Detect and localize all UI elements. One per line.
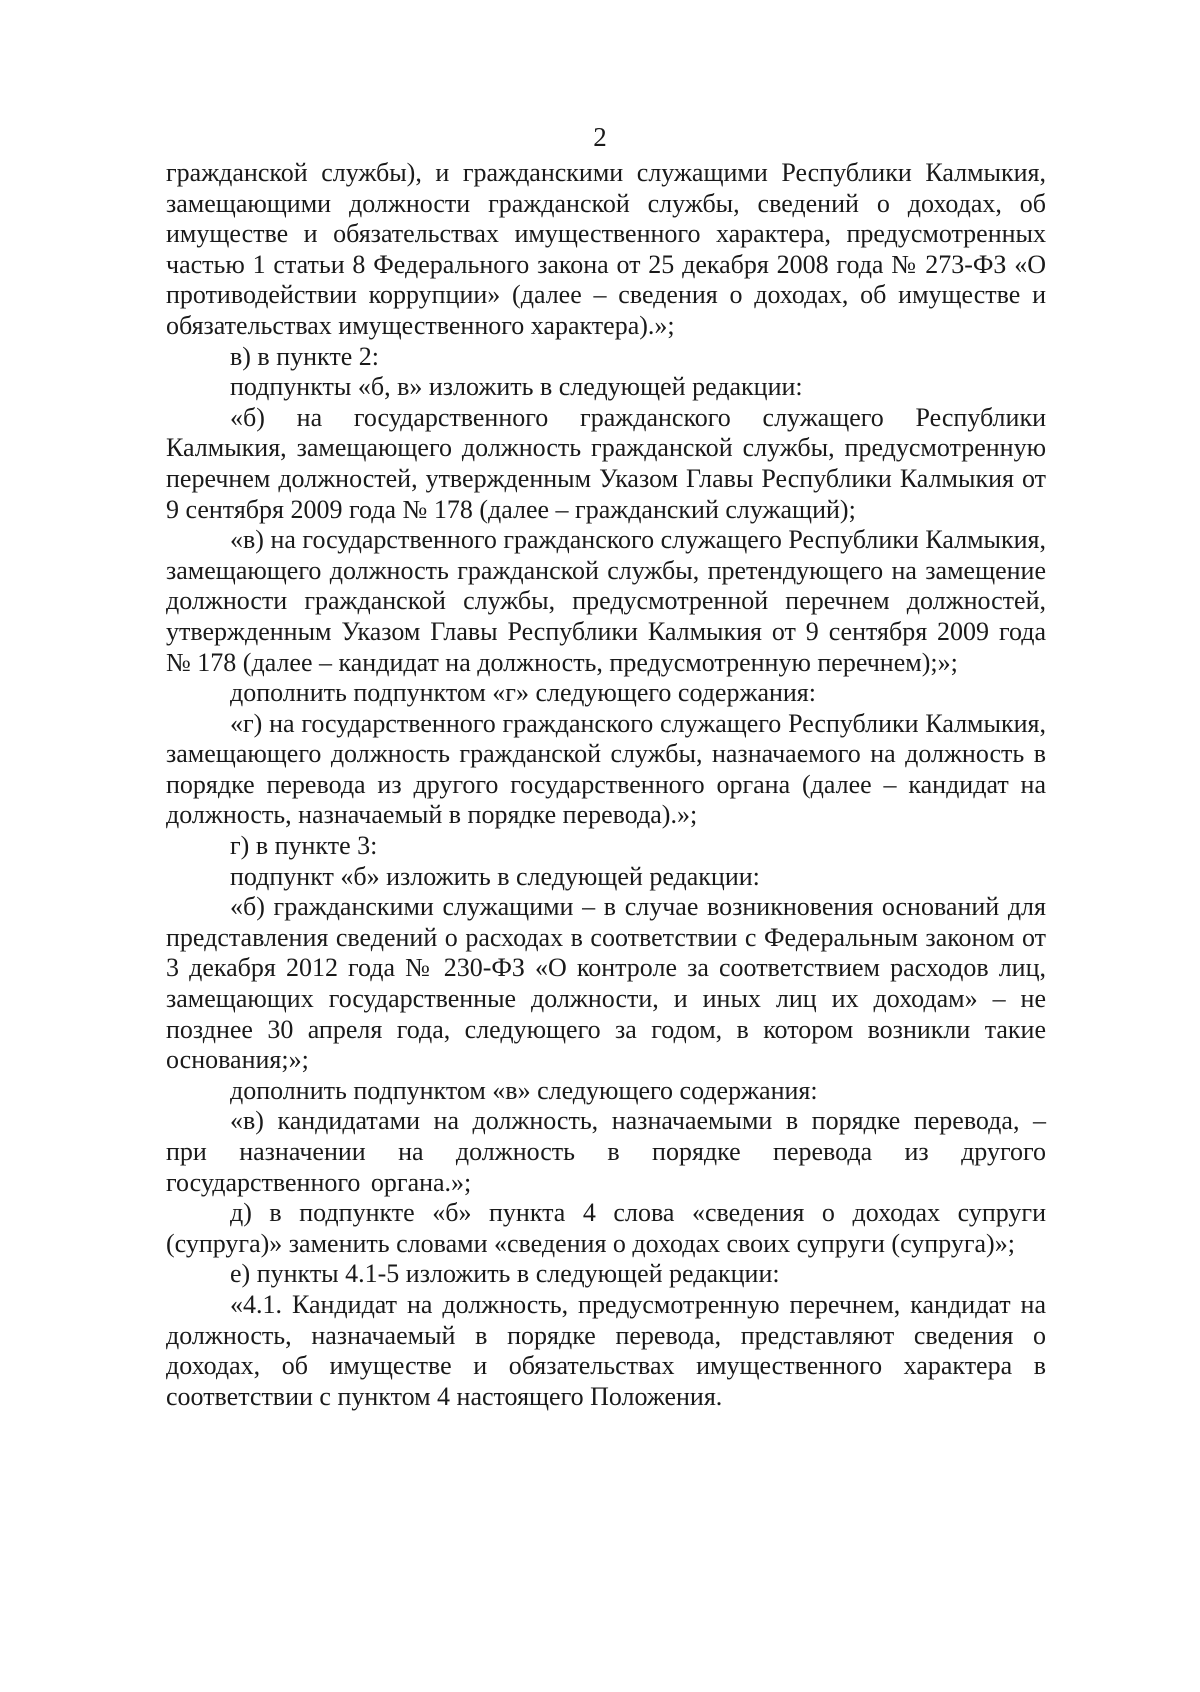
page-number: 2 <box>593 122 607 152</box>
paragraph-subitem-b: «б) на государственного гражданского служащего Республики Калмыкия, замещающего должность гражданской службы, предусмотренную перечнем должностей, утвержденным Указом Главы Республики Калмыкия от 9 сентября 2009 года № 178 (далее – гражданский служащий); <box>166 402 1046 524</box>
paragraph-point-4-1: «4.1. Кандидат на должность, предусмотренную перечнем, кандидат на должность, назначаемый в порядке перевода, представляют сведения о доходах, об имуществе и обязательствах имущественного характера в соответствии с пунктом 4 настоящего Положения. <box>166 1289 1046 1411</box>
document-body <box>166 158 1046 1412</box>
paragraph-subitems-intro: подпункты «б, в» изложить в следующей редакции: <box>230 372 803 402</box>
paragraph-continuation: гражданской службы), и гражданскими служащими Республики Калмыкия, замещающими должности гражданской службы, сведений о доходах, об имуществе и обязательствах имущественного характера, предусмотренных частью 1 статьи 8 Федерального закона от 25 декабря 2008 года № 273-ФЗ «О противодействии коррупции» (далее – сведения о доходах, об имуществе и обязательствах имущественного характера).»; <box>166 158 1046 340</box>
paragraph-item-v-heading: в) в пункте 2: <box>230 341 379 371</box>
paragraph-subitem-g: «г) на государственного гражданского служащего Республики Калмыкия, замещающего должность гражданской службы, назначаемого на должность в порядке перевода из другого государственного органа (далее – кандидат на должность, назначаемый в порядке перевода).»; <box>166 708 1046 830</box>
paragraph-subitem-b-text: «б) гражданскими служащими – в случае возникновения оснований для представления сведений о расходах в соответствии с Федеральным законом от 3 декабря 2012 года № 230-ФЗ «О контроле за соответствием расходов лиц, замещающих государственные должности, и иных лиц их доходам» – не позднее 30 апреля года, следующего за годом, в котором возникли такие основания;»; <box>166 892 1046 1075</box>
paragraph-add-subitem-g-intro: дополнить подпунктом «г» следующего содержания: <box>230 678 816 708</box>
paragraph-subitem-v: «в) на государственного гражданского служащего Республики Калмыкия, замещающего должность гражданской службы, претендующего на замещение должности гражданской службы, предусмотренной перечнем должностей, утвержденным Указом Главы Республики Калмыкия от 9 сентября 2009 года № 178 (далее – кандидат на должность, предусмотренную перечнем);»; <box>166 525 1046 677</box>
paragraph-item-g-heading: г) в пункте 3: <box>230 831 378 861</box>
paragraph-item-e: е) пункты 4.1-5 изложить в следующей редакции: <box>230 1259 780 1289</box>
paragraph-add-subitem-v-intro: дополнить подпунктом «в» следующего содержания: <box>230 1075 818 1105</box>
paragraph-subitem-v-text: «в) кандидатами на должность, назначаемыми в порядке перевода, – при назначении на должность в порядке перевода из другого государственного органа.»; <box>166 1106 1046 1197</box>
paragraph-item-d: д) в подпункте «б» пункта 4 слова «сведения о доходах супруги (супруга)» заменить словами «сведения о доходах своих супруги (супруга)»; <box>166 1198 1046 1258</box>
paragraph-subitem-b-intro: подпункт «б» изложить в следующей редакции: <box>230 861 760 891</box>
